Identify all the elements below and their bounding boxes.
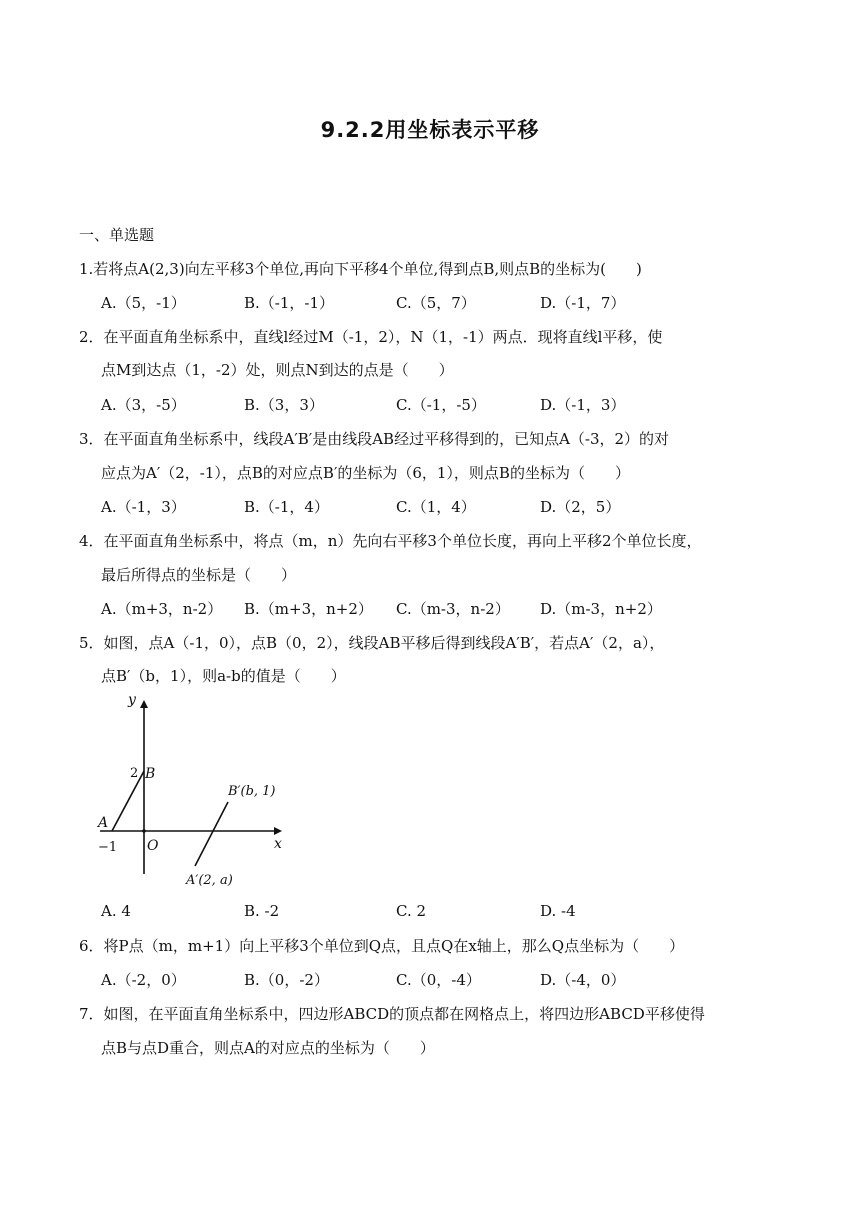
point-label-a-prime: A′(2, a) [186,873,233,888]
question-6-line-1: 6．将P点（m，m+1）向上平移3个单位到Q点，且点Q在x轴上，那么Q点坐标为（ ） [79,937,685,955]
y-axis-label: y [128,692,136,708]
tick-label-neg1: −1 [98,840,118,855]
question-5-option-d: D. -4 [540,902,576,920]
page-title: 9.2.2用坐标表示平移 [320,118,540,142]
question-1-line-1: 1.若将点A(2,3)向左平移3个单位,再向下平移4个单位,得到点B,则点B的坐标为( ) [79,260,642,278]
point-label-b-prime: B′(b, 1) [228,784,276,799]
question-4-line-2: 最后所得点的坐标是（ ） [101,566,297,584]
point-label-a: A [98,815,109,831]
x-axis-label: x [274,836,282,852]
question-3-option-a: A.（-1，3） [101,498,186,516]
question-4-line-1: 4．在平面直角坐标系中，将点（m，n）先向右平移3个单位长度，再向上平移2个单位长度， [79,532,702,550]
question-2-option-a: A.（3，-5） [101,396,186,414]
question-4-option-c: C.（m-3，n-2） [396,600,510,618]
question-5-line-2: 点B′（b，1），则a-b的值是（ ） [101,667,346,685]
question-7-line-1: 7．如图，在平面直角坐标系中，四边形ABCD的顶点都在网格点上，将四边形ABCD平移使得 [79,1005,705,1023]
question-5-figure [92,688,292,890]
question-3-option-d: D.（2，5） [540,498,621,516]
question-2-line-1: 2．在平面直角坐标系中，直线l经过M（-1，2），N（1，-1）两点．现将直线l平移，使 [79,328,663,346]
question-3-option-c: C.（1，4） [396,498,476,516]
question-3-line-1: 3．在平面直角坐标系中，线段A′B′是由线段AB经过平移得到的，已知点A（-3，2）的对 [79,430,670,448]
segment-a-prime-b-prime [195,802,228,866]
question-6-option-a: A.（-2，0） [101,971,186,989]
question-5-option-c: C. 2 [396,902,427,920]
question-4-option-b: B.（m+3，n+2） [244,600,373,618]
origin-point [142,829,146,833]
segment-ab [112,771,144,831]
question-1-option-d: D.（-1，7） [540,294,626,312]
point-label-b: B [145,766,156,782]
tick-label-2: 2 [130,766,139,781]
question-1-option-c: C.（5，7） [396,294,476,312]
question-2-option-d: D.（-1，3） [540,396,626,414]
question-2-option-b: B.（3，3） [244,396,324,414]
question-6-option-c: C.（0，-4） [396,971,481,989]
question-5-option-a: A. 4 [101,902,131,920]
question-2-line-2: 点M到达点（1，-2）处，则点N到达的点是（ ） [101,361,454,379]
question-4-option-d: D.（m-3，n+2） [540,600,662,618]
question-4-option-a: A.（m+3，n-2） [101,600,223,618]
section-heading: 一、单选题 [79,226,155,244]
question-3-option-b: B.（-1，4） [244,498,329,516]
question-1-option-b: B.（-1，-1） [244,294,335,312]
origin-label: O [147,838,159,854]
question-2-option-c: C.（-1，-5） [396,396,486,414]
question-6-option-b: B.（0，-2） [244,971,329,989]
question-1-option-a: A.（5，-1） [101,294,186,312]
question-5-line-1: 5．如图，点A（-1，0），点B（0，2），线段AB平移后得到线段A′B′，若点A′（2，a）， [79,634,665,652]
question-5-option-b: B. -2 [244,902,280,920]
question-7-line-2: 点B与点D重合，则点A的对应点的坐标为（ ） [101,1039,435,1057]
question-6-option-d: D.（-4，0） [540,971,626,989]
question-3-line-2: 应点为A′（2，-1），点B的对应点B′的坐标为（6，1），则点B的坐标为（ ） [101,464,630,482]
